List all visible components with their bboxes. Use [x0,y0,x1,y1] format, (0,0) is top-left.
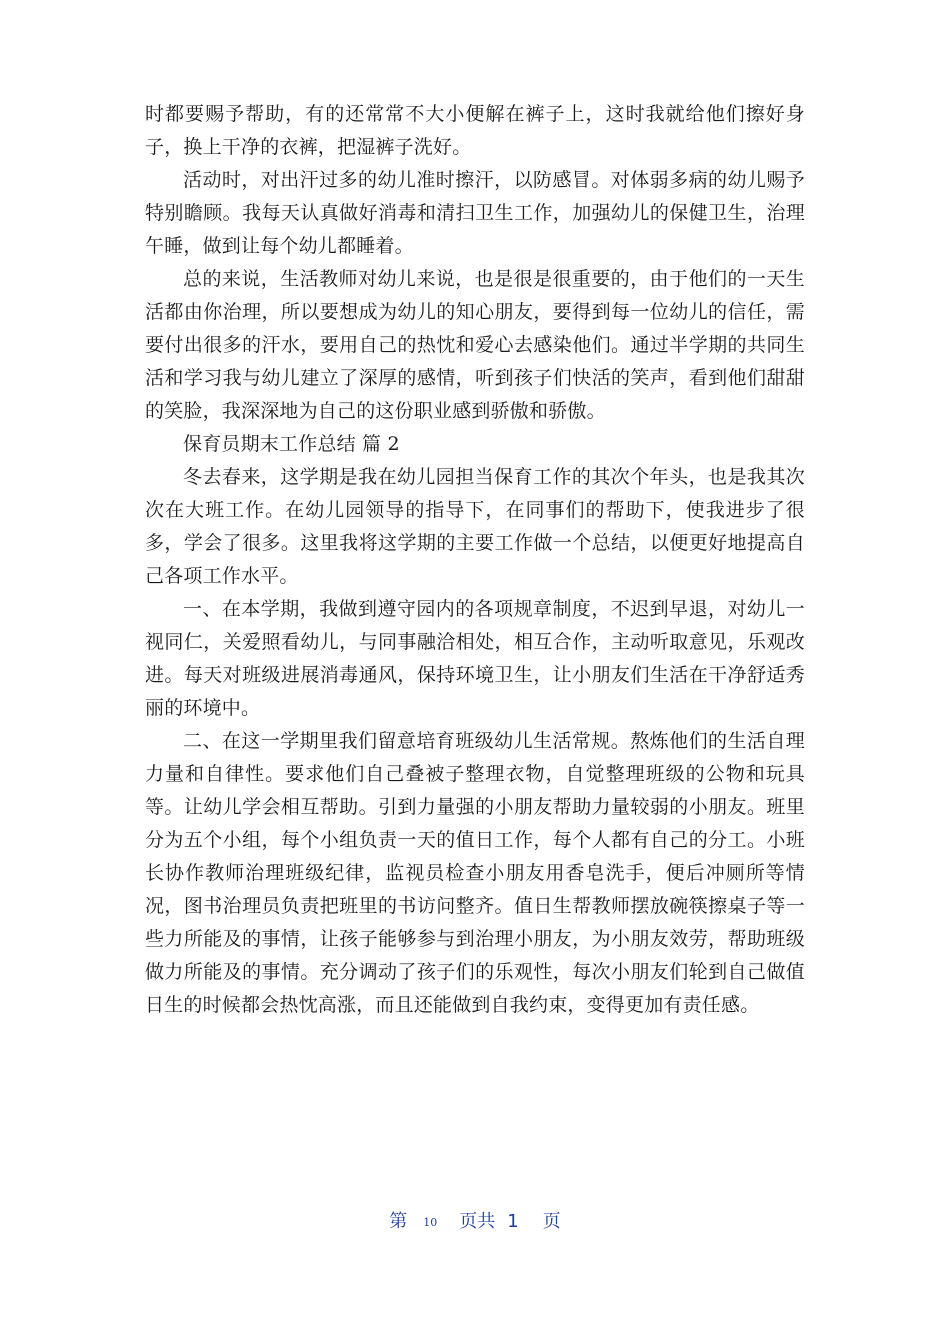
paragraph: 活动时，对出汗过多的幼儿准时擦汗，以防感冒。对体弱多病的幼儿赐予特别瞻顾。我每天认真做好消毒和清扫卫生工作，加强幼儿的保健卫生，治理午睡，做到让每个幼儿都睡着。 [145,169,805,257]
paragraph: 冬去春来，这学期是我在幼儿园担当保育工作的其次个年头，也是我其次次在大班工作。在幼儿园领导的指导下，在同事们的帮助下，使我进步了很多，学会了很多。这里我将这学期的主要工作做一个总结，以便更好地提高自己各项工作水平。 [145,466,805,587]
footer-ye-gong: 页共 [459,1211,496,1232]
footer-ye: 页 [542,1211,561,1232]
paragraph: 时都要赐予帮助，有的还常常不大小便解在裤子上，这时我就给他们擦好身子，换上干净的衣裤，把湿裤子洗好。 [145,103,805,158]
footer-di: 第 [389,1211,408,1232]
paragraph: 一、在本学期，我做到遵守园内的各项规章制度，不迟到早退，对幼儿一视同仁，关爱照看幼儿，与同事融洽相处，相互合作，主动听取意见，乐观改进。每天对班级进展消毒通风，保持环境卫生，让小朋友们生活在干净舒适秀丽的环境中。 [145,598,805,719]
section-heading: 保育员期末工作总结 篇 2 [183,433,400,455]
paragraph: 二、在这一学期里我们留意培育班级幼儿生活常规。熬炼他们的生活自理力量和自律性。要求他们自己叠被子整理衣物，自觉整理班级的公物和玩具等。让幼儿学会相互帮助。引到力量强的小朋友帮助力量较弱的小朋友。班里分为五个小组，每个小组负责一天的值日工作，每个人都有自己的分工。小班长协作教师治理班级纪律，监视员检查小朋友用香皂洗手，便后冲厕所等情况，图书治理员负责把班里的书访问整齐。值日生帮教师摆放碗筷擦桌子等一些力所能及的事情，让孩子能够参与到治理小朋友，为小朋友效劳，帮助班级做力所能及的事情。充分调动了孩子们的乐观性，每次小朋友们轮到自己做值日生的时候都会热忱高涨，而且还能做到自我约束，变得更加有责任感。 [145,730,805,1016]
page-footer [0,1208,950,1237]
document-body [145,98,805,1022]
footer-page-number: 10 [423,1216,438,1229]
footer-total-pages: 1 [507,1211,519,1232]
paragraph: 总的来说，生活教师对幼儿来说，也是很是很重要的，由于他们的一天生活都由你治理，所以要想成为幼儿的知心朋友，要得到每一位幼儿的信任，需要付出很多的汗水，要用自己的热忱和爱心去感染他们。通过半学期的共同生活和学习我与幼儿建立了深厚的感情，听到孩子们快活的笑声，看到他们甜甜的笑脸，我深深地为自己的这份职业感到骄傲和骄傲。 [145,268,805,422]
